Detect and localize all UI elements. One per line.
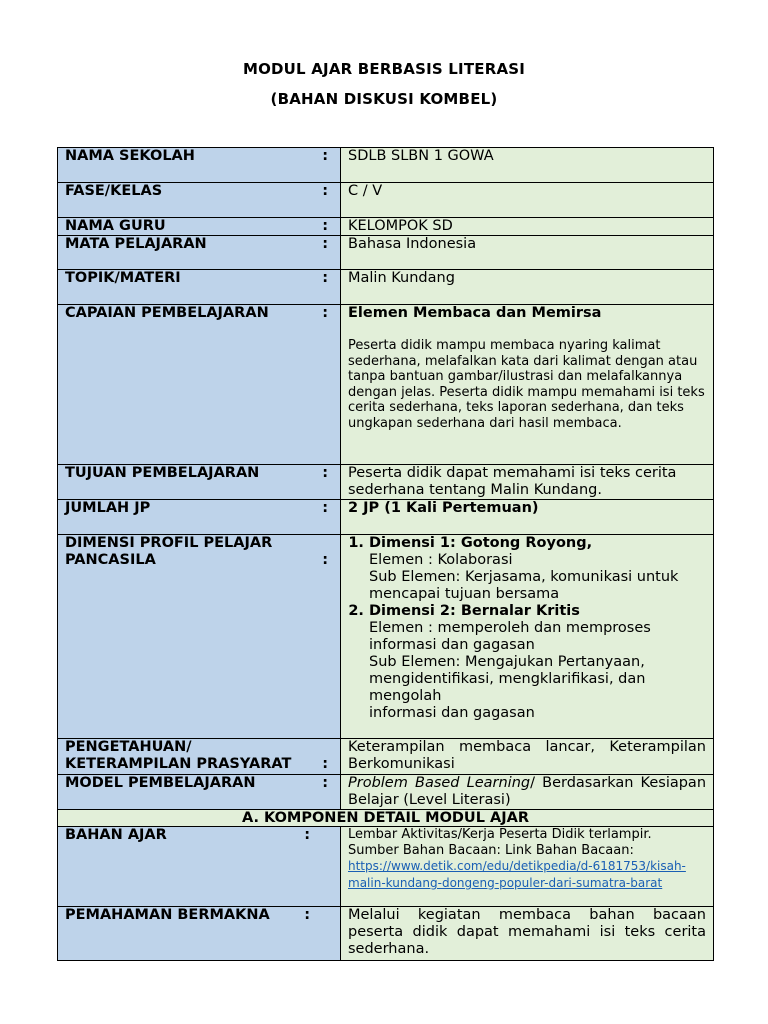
value-cell xyxy=(341,270,714,305)
field-value: Malin Kundang xyxy=(348,270,455,286)
label-cell xyxy=(58,218,341,236)
dimensi-line: Sub Elemen: Kerjasama, komunikasi untuk mencapai tujuan bersama xyxy=(369,569,679,602)
value-cell xyxy=(341,465,714,500)
label-cell xyxy=(58,775,341,810)
row-topik-materi xyxy=(58,270,714,305)
field-label-line2: KETERAMPILAN PRASYARAT xyxy=(65,756,292,772)
label-cell xyxy=(58,305,341,465)
colon: : xyxy=(322,270,328,286)
value-cell xyxy=(341,827,714,907)
model-rest: / Berdasarkan Kesiapan Belajar (Level Literasi) xyxy=(348,775,707,808)
label-cell xyxy=(58,827,341,907)
model-italic: Problem Based Learning xyxy=(348,775,531,791)
dimensi-title: Dimensi 1: Gotong Royong, xyxy=(369,535,593,551)
dimensi-line: Elemen : Kolaborasi xyxy=(369,552,513,568)
row-mata-pelajaran xyxy=(58,236,714,270)
field-value: Keterampilan membaca lancar, Keterampilan Berkomunikasi xyxy=(348,739,706,772)
dimensi-line: informasi dan gagasan xyxy=(369,705,535,721)
label-cell xyxy=(58,270,341,305)
value-cell xyxy=(341,739,714,775)
row-nama-sekolah xyxy=(58,148,714,183)
row-section-a xyxy=(58,810,714,827)
field-label: TOPIK/MATERI xyxy=(65,270,181,286)
row-tujuan-pembelajaran xyxy=(58,465,714,500)
label-cell xyxy=(58,148,341,183)
field-label-line1: DIMENSI PROFIL PELAJAR xyxy=(65,535,273,551)
field-value: C / V xyxy=(348,183,383,199)
row-model-pembelajaran xyxy=(58,775,714,810)
field-value: Melalui kegiatan membaca bahan bacaan peserta didik dapat memahami isi teks cerita sederhana. xyxy=(348,907,706,957)
colon: : xyxy=(322,218,328,234)
label-cell xyxy=(58,535,341,739)
value-cell xyxy=(341,148,714,183)
dimensi-title: Dimensi 2: Bernalar Kritis xyxy=(369,603,580,619)
row-prasyarat xyxy=(58,739,714,775)
field-label: JUMLAH JP xyxy=(65,500,151,516)
section-heading: A. KOMPONEN DETAIL MODUL AJAR xyxy=(58,810,714,827)
row-pemahaman-bermakna xyxy=(58,907,714,961)
colon: : xyxy=(322,500,328,516)
field-label: TUJUAN PEMBELAJARAN xyxy=(65,465,260,481)
colon: : xyxy=(322,756,328,772)
value-cell xyxy=(341,775,714,810)
value-cell xyxy=(341,183,714,218)
field-label: NAMA SEKOLAH xyxy=(65,148,195,164)
colon: : xyxy=(322,775,328,791)
colon: : xyxy=(322,465,328,481)
colon: : xyxy=(322,148,328,164)
label-cell xyxy=(58,500,341,535)
dimensi-list xyxy=(341,535,713,722)
value-cell xyxy=(341,305,714,465)
field-value xyxy=(341,775,713,809)
field-value: KELOMPOK SD xyxy=(348,218,453,234)
field-value: SDLB SLBN 1 GOWA xyxy=(348,148,494,164)
bahan-line: Lembar Aktivitas/Kerja Peserta Didik terlampir. xyxy=(348,827,652,842)
field-value: Bahasa Indonesia xyxy=(348,236,477,252)
row-fase-kelas xyxy=(58,183,714,218)
value-cell xyxy=(341,500,714,535)
label-cell xyxy=(58,465,341,500)
field-label: NAMA GURU xyxy=(65,218,166,234)
field-label-line1: PENGETAHUAN/ xyxy=(65,739,192,755)
bahan-bacaan-link[interactable]: https://www.detik.com/edu/detikpedia/d-6181753/kisah-malin-kundang-dongeng-populer-dari-sumatra-barat xyxy=(348,859,686,890)
colon: : xyxy=(322,305,328,321)
dimensi-line: Sub Elemen: Mengajukan Pertanyaan, mengidentifikasi, mengklarifikasi, dan mengolah xyxy=(369,654,646,704)
row-nama-guru xyxy=(58,218,714,236)
dimensi-line: Elemen : memperoleh dan memproses informasi dan gagasan xyxy=(369,620,651,653)
value-cell xyxy=(341,236,714,270)
capaian-text: Peserta didik mampu membaca nyaring kalimat sederhana, melafalkan kata dari kalimat dengan atau tanpa bantuan gambar/ilustrasi dan melafalkannya dengan jelas. Peserta didik mampu memahami isi teks cerita sederhana, teks laporan sederhana, dan teks ungkapan sederhana dari hasil membaca. xyxy=(348,338,705,431)
value-cell xyxy=(341,907,714,961)
value-cell xyxy=(341,218,714,236)
field-value: Peserta didik dapat memahami isi teks cerita sederhana tentang Malin Kundang. xyxy=(348,465,677,498)
row-capaian-pembelajaran xyxy=(58,305,714,465)
colon: : xyxy=(322,183,328,199)
colon: : xyxy=(322,552,328,568)
field-label: MODEL PEMBELAJARAN xyxy=(65,775,256,791)
label-cell xyxy=(58,236,341,270)
capaian-heading: Elemen Membaca dan Memirsa xyxy=(348,305,602,321)
field-label: MATA PELAJARAN xyxy=(65,236,207,252)
bahan-line: Sumber Bahan Bacaan: Link Bahan Bacaan: xyxy=(348,842,634,858)
label-cell xyxy=(58,739,341,775)
document-subtitle: (BAHAN DISKUSI KOMBEL) xyxy=(270,90,498,108)
field-label: FASE/KELAS xyxy=(65,183,163,199)
field-label: PEMAHAMAN BERMAKNA xyxy=(65,907,270,923)
label-cell xyxy=(58,907,341,961)
field-label: CAPAIAN PEMBELAJARAN xyxy=(65,305,269,321)
row-dimensi-profil xyxy=(58,535,714,739)
colon: : xyxy=(322,236,328,252)
row-jumlah-jp xyxy=(58,500,714,535)
field-label-line2: PANCASILA xyxy=(65,552,156,568)
row-bahan-ajar xyxy=(58,827,714,907)
module-info-table xyxy=(57,147,714,961)
field-label: BAHAN AJAR xyxy=(65,827,167,843)
field-value: 2 JP (1 Kali Pertemuan) xyxy=(348,500,539,516)
colon: : xyxy=(304,907,310,923)
colon: : xyxy=(304,827,310,843)
list-item xyxy=(369,535,713,603)
list-item xyxy=(369,603,713,722)
label-cell xyxy=(58,183,341,218)
value-cell xyxy=(341,535,714,739)
document-title: MODUL AJAR BERBASIS LITERASI xyxy=(242,60,526,78)
